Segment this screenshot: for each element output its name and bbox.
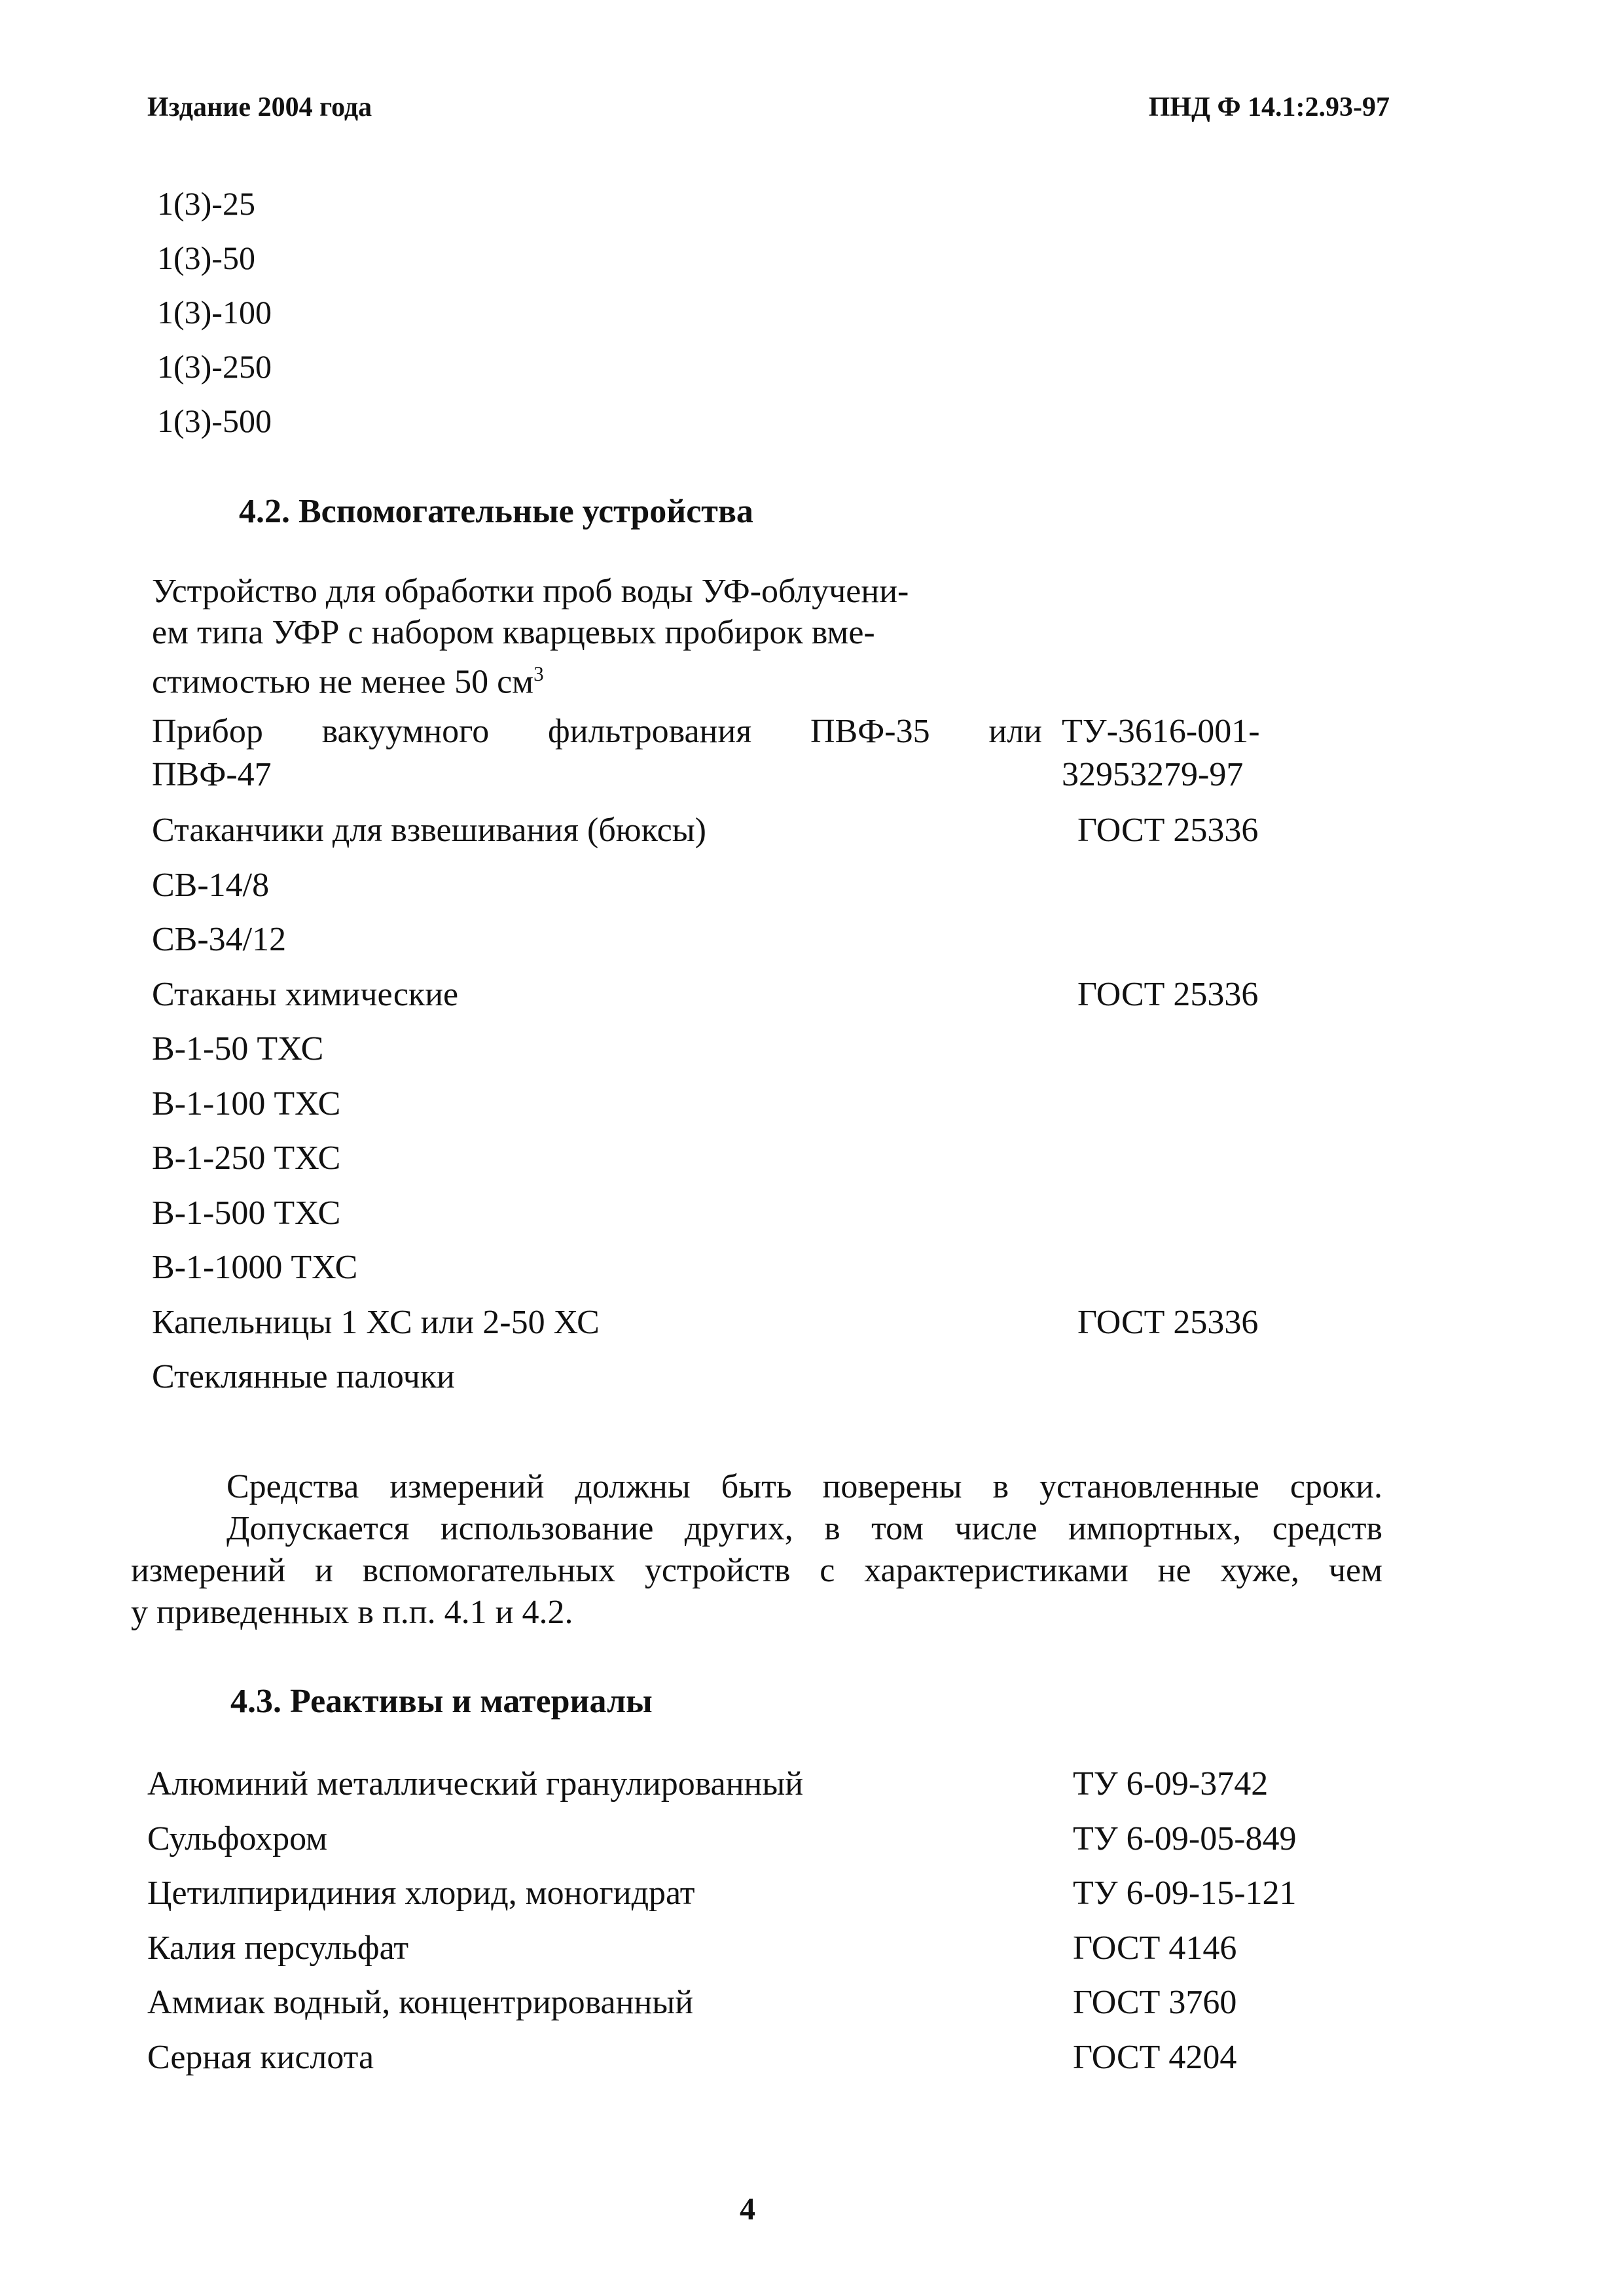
list-item: 1(3)-250 — [157, 348, 272, 385]
vacuum-device-line-2: ПВФ-47 — [152, 756, 272, 794]
table-row: СВ-14/8 — [152, 866, 270, 904]
measuring-items-list — [157, 177, 272, 448]
table-row: Калия персульфат ГОСТ 4146 — [147, 1929, 1237, 1967]
table-row — [152, 710, 1260, 797]
page-number: 4 — [740, 2192, 755, 2227]
table-row: Стаканчики для взвешивания (бюксы) ГОСТ 25336 — [152, 812, 1259, 850]
paragraph-line: Средства измерений должны быть поверены в установленные сроки. — [226, 1468, 1382, 1505]
table-row: Капельницы 1 ХС или 2-50 ХС ГОСТ 25336 — [152, 1303, 1259, 1341]
paragraph-line: Допускается использование других, в том числе импортных, средств — [226, 1510, 1382, 1547]
verification-paragraph — [131, 1466, 1382, 1634]
auxiliary-devices-table — [152, 571, 1260, 1405]
vacuum-device-line-1: Прибор вакуумного фильтрования ПВФ-35 или — [152, 713, 1042, 751]
uv-device-line-1: Устройство для обработки проб воды УФ-облучени- — [152, 573, 909, 610]
section-title-4-3: 4.3. Реактивы и материалы — [230, 1683, 653, 1720]
section-title-4-2: 4.2. Вспомогательные устройства — [239, 493, 753, 530]
table-row: Стаканы химические ГОСТ 25336 — [152, 975, 1259, 1013]
auxiliary-devices-rows — [152, 803, 1260, 1405]
reagents-table — [147, 1757, 1297, 2085]
table-row: Серная кислота ГОСТ 4204 — [147, 2038, 1237, 2076]
document-code: ПНД Ф 14.1:2.93-97 — [1148, 92, 1390, 122]
table-row: В-1-500 ТХС — [152, 1194, 341, 1232]
paragraph-line: у приведенных в п.п. 4.1 и 4.2. — [131, 1594, 573, 1631]
vacuum-device-standard: ТУ-3616-001- 32953279-97 — [1062, 713, 1260, 794]
paragraph-line: измерений и вспомогательных устройств с характеристиками не хуже, чем — [131, 1552, 1382, 1589]
table-row: В-1-250 ТХС — [152, 1139, 341, 1177]
edition-label: Издание 2004 года — [147, 92, 372, 122]
list-item: 1(3)-50 — [157, 240, 255, 276]
table-row: В-1-1000 ТХС — [152, 1249, 358, 1287]
uv-device-line-3: стимостью не менее 50 $см^3$ — [152, 662, 544, 701]
table-row: СВ-34/12 — [152, 921, 287, 959]
table-row: В-1-100 ТХС — [152, 1085, 341, 1122]
list-item: 1(3)-500 — [157, 403, 272, 439]
table-row — [152, 571, 1260, 702]
list-item: 1(3)-100 — [157, 294, 272, 331]
table-row: Аммиак водный, концентрированный ГОСТ 3760 — [147, 1984, 1237, 2021]
uv-device-line-2: ем типа УФР с набором кварцевых пробирок вме- — [152, 614, 875, 651]
table-row: Стеклянные палочки — [152, 1358, 455, 1396]
list-item: 1(3)-25 — [157, 185, 255, 222]
table-row: Цетилпиридиния хлорид, моногидрат ТУ 6-09-15-121 — [147, 1874, 1297, 1912]
table-row: В-1-50 ТХС — [152, 1030, 324, 1068]
table-row: Сульфохром ТУ 6-09-05-849 — [147, 1820, 1297, 1857]
table-row: Алюминий металлический гранулированный ТУ 6-09-3742 — [147, 1765, 1269, 1803]
